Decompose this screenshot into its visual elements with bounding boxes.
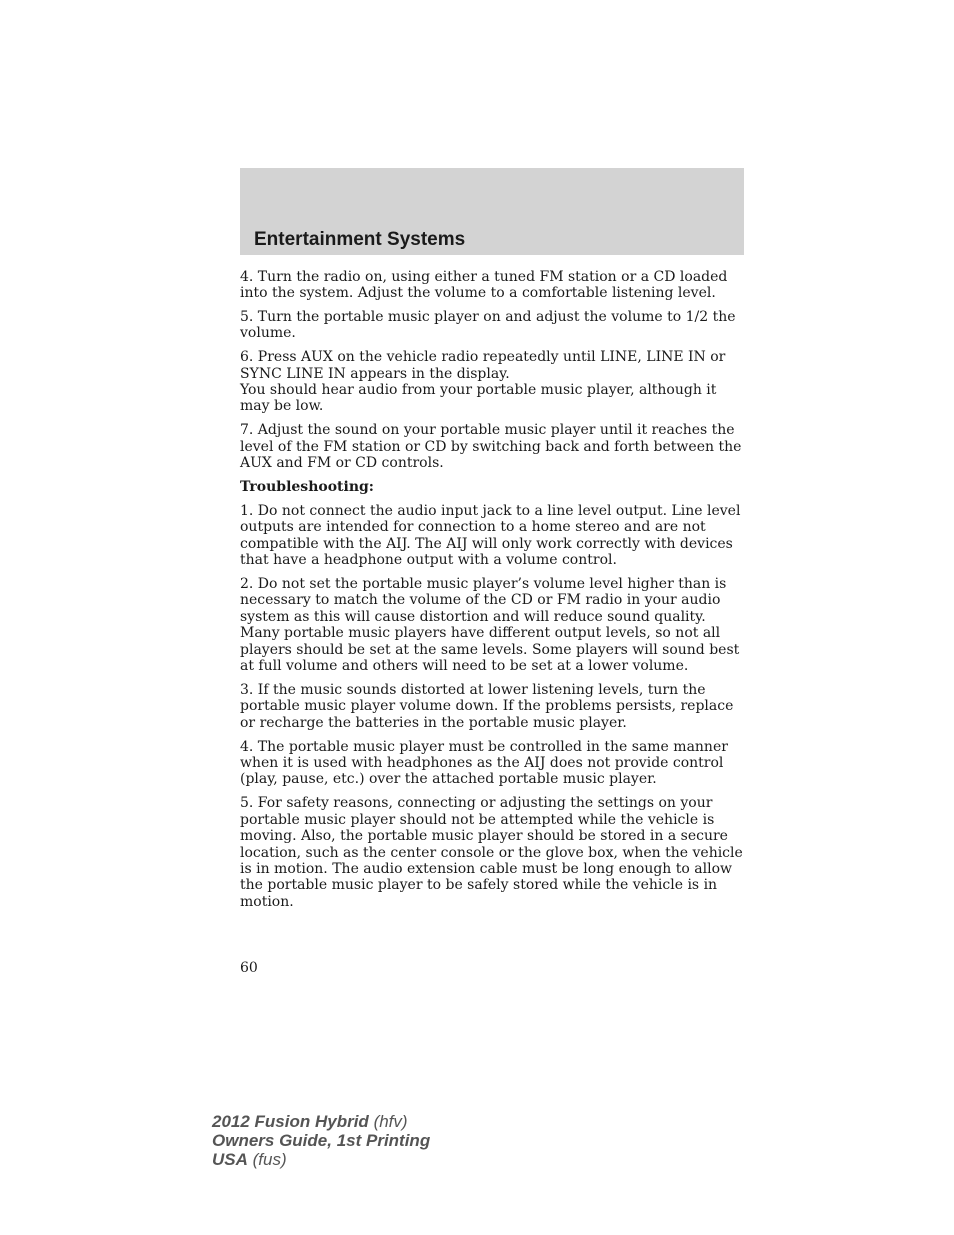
troubleshooting-item-3: 3. If the music sounds distorted at lower listening levels, turn the portable music player volume down. If the problems persists, replace or recharge the batteries in the portable music player.: [240, 681, 734, 731]
footer-market-code: (fus): [252, 1150, 287, 1169]
page-number: 60: [240, 960, 258, 976]
paragraph-step-6: 6. Press AUX on the vehicle radio repeatedly until LINE, LINE IN or SYNC LINE IN appears in the display.: [240, 349, 726, 382]
paragraph-step-6-note: You should hear audio from your portable music player, although it may be low.: [240, 381, 717, 415]
paragraph-step-5: 5. Turn the portable music player on and adjust the volume to 1/2 the volume.: [240, 308, 736, 342]
section-header-band: [240, 168, 744, 255]
footer-line-3: [212, 1150, 430, 1169]
troubleshooting-heading: Troubleshooting:: [240, 478, 374, 495]
page-content: [240, 269, 744, 918]
troubleshooting-item-4: 4. The portable music player must be controlled in the same manner when it is used with headphones as the AIJ does not provide control (play, pause, etc.) over the attached portable music player.: [240, 738, 728, 788]
footer-market: USA: [212, 1150, 248, 1169]
section-title: Entertainment Systems: [254, 229, 466, 250]
troubleshooting-item-1: 1. Do not connect the audio input jack to a line level output. Line level outputs are intended for connection to a home stereo and are not compatible with the AIJ. The AIJ will only work correctly with devices that have a headphone output with a volume control.: [240, 502, 741, 569]
footer-model-code: (hfv): [373, 1112, 408, 1131]
footer-edition: Owners Guide, 1st Printing: [212, 1131, 431, 1150]
troubleshooting-item-2: 2. Do not set the portable music player’s volume level higher than is necessary to match the volume of the CD or FM radio in your audio system as this will cause distortion and will reduce sound quality. Many portable music players have different output levels, so not all players should be set at the same levels. Some players will sound best at full volume and others will need to be set at a lower volume.: [240, 576, 740, 675]
paragraph-step-7: 7. Adjust the sound on your portable music player until it reaches the level of the FM station or CD by switching back and forth between the AUX and FM or CD controls.: [240, 422, 742, 472]
footer-line-2: [212, 1131, 430, 1150]
footer-line-1: [212, 1112, 430, 1131]
troubleshooting-item-5: 5. For safety reasons, connecting or adjusting the settings on your portable music player should not be attempted while the vehicle is moving. Also, the portable music player should be stored in a secure location, such as the center console or the glove box, when the vehicle is in motion. The audio extension cable must be long enough to allow the portable music player to be safely stored while the vehicle is in motion.: [240, 795, 743, 910]
document-footer: [212, 1112, 430, 1169]
footer-model: 2012 Fusion Hybrid: [212, 1112, 369, 1131]
paragraph-step-4: 4. Turn the radio on, using either a tuned FM station or a CD loaded into the system. Adjust the volume to a comfortable listening level.: [240, 269, 728, 302]
